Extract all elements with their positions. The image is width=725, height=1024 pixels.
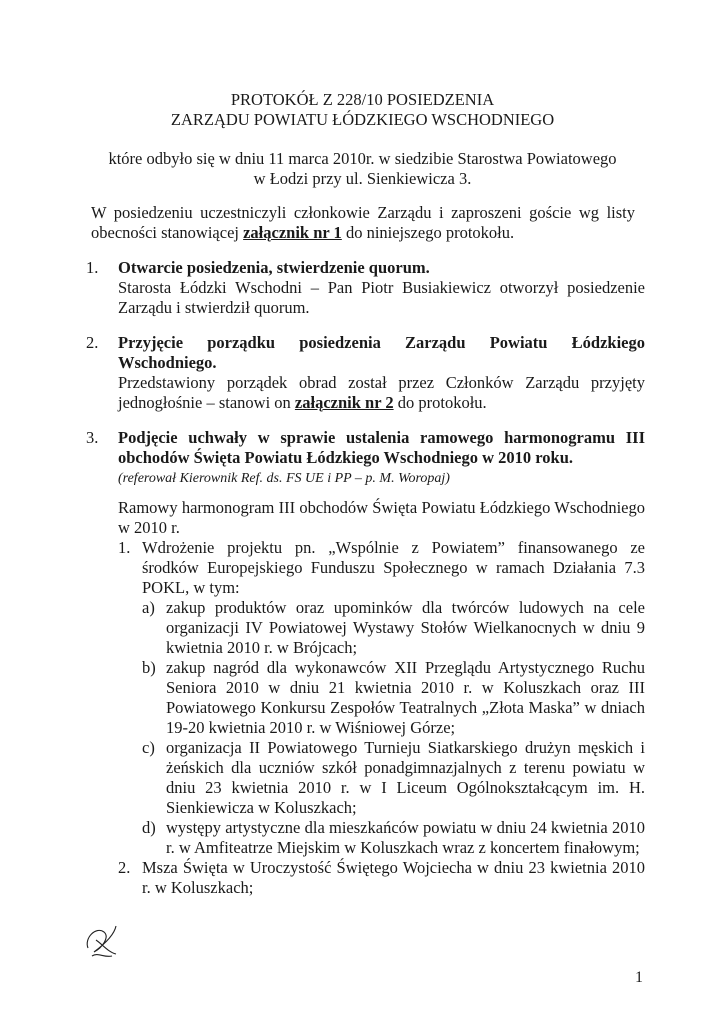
- page-number: 1: [635, 969, 643, 986]
- agenda-item-3: [86, 428, 645, 898]
- subpoint-text: organizacja II Powiatowego Turnieju Siatkarskiego drużyn męskich i żeńskich dla uczniów szkół ponadgimnazjalnych z terenu powiatu w dniu 23 kwietnia 2010 r. w I Liceum Ogólnokształcącym im. H. Sienkiewicza w Koluszkach;: [166, 738, 645, 817]
- schedule-point-2: [118, 858, 645, 898]
- intro-paragraph: [91, 203, 635, 243]
- subpoint-text: zakup nagród dla wykonawców XII Przeglądu Artystycznego Ruchu Seniora 2010 w dniu 21 kwietnia 2010 r. w Koluszkach oraz III Powiatowego Konkursu Zespołów Teatralnych „Złota Maska” w dniach 19-20 kwietnia 2010 r. w Wiśniowej Górze;: [166, 658, 645, 737]
- point-number: 1.: [118, 538, 131, 557]
- meeting-line-2: w Łodzi przy ul. Sienkiewicza 3.: [253, 169, 472, 188]
- item-text-start: Przedstawiony porządek obrad został przez Członków Zarządu przyjęty jednogłośnie – stanowi on: [118, 373, 645, 412]
- schedule-point-1: [118, 538, 645, 858]
- signature-initials: [82, 918, 122, 962]
- document-title: [90, 90, 635, 130]
- subpoint-letter: d): [142, 818, 156, 837]
- item-text: [118, 373, 645, 413]
- attachment-1-ref: załącznik nr 1: [243, 223, 342, 242]
- subpoint-letter: b): [142, 658, 156, 677]
- point-text: Msza Święta w Uroczystość Świętego Wojciecha w dniu 23 kwietnia 2010 r. w Koluszkach;: [142, 858, 645, 897]
- subpoint-letter: c): [142, 738, 155, 757]
- agenda-item-1: [86, 258, 645, 318]
- subpoint-letter: a): [142, 598, 155, 617]
- title-line-1: PROTOKÓŁ Z 228/10 POSIEDZENIA: [230, 90, 495, 109]
- item-text-end: do protokołu.: [393, 393, 487, 412]
- title-line-2: ZARZĄDU POWIATU ŁÓDZKIEGO WSCHODNIEGO: [170, 110, 555, 129]
- subpoint-text: zakup produktów oraz upominków dla twórców ludowych na cele organizacji IV Powiatowej Wystawy Stołów Wielkanocnych w dniu 9 kwietnia 2010 r. w Brójcach;: [166, 598, 645, 657]
- item-text: Starosta Łódzki Wschodni – Pan Piotr Busiakiewicz otworzył posiedzenie Zarządu i stwierdził quorum.: [118, 278, 645, 317]
- subpoint-b: [142, 658, 645, 738]
- referee-note: (referował Kierownik Ref. ds. FS UE i PP – p. M. Woropaj): [118, 471, 450, 486]
- point-number: 2.: [118, 858, 131, 877]
- item-heading: Podjęcie uchwały w sprawie ustalenia ramowego harmonogramu III obchodów Święta Powiatu Łódzkiego Wschodniego w 2010 roku.: [118, 428, 645, 467]
- intro-text: W posiedzeniu uczestniczyli członkowie Zarządu i zaproszeni goście wg listy obecności stanowiącej: [91, 203, 635, 242]
- item-heading: Przyjęcie porządku posiedzenia Zarządu Powiatu Łódzkiego Wschodniego.: [118, 333, 645, 372]
- subpoint-text: występy artystyczne dla mieszkańców powiatu w dniu 24 kwietnia 2010 r. w Amfiteatrze Miejskim w Koluszkach wraz z koncertem finałowym;: [166, 818, 645, 857]
- item-number: 3.: [86, 428, 99, 447]
- agenda-item-2: [86, 333, 645, 413]
- item-number: 2.: [86, 333, 99, 352]
- attachment-2-ref: załącznik nr 2: [294, 393, 394, 412]
- item-number: 1.: [86, 258, 99, 277]
- subpoint-c: [142, 738, 645, 818]
- meeting-info: [90, 149, 635, 189]
- subpoint-d: [142, 818, 645, 858]
- subpoint-a: [142, 598, 645, 658]
- meeting-line-1: które odbyło się w dniu 11 marca 2010r. w siedzibie Starostwa Powiatowego: [108, 149, 617, 168]
- point-text: Wdrożenie projektu pn. „Wspólnie z Powiatem” finansowanego ze środków Europejskiego Funduszu Społecznego w ramach Działania 7.3 POKL, w tym:: [142, 538, 645, 597]
- item-heading: Otwarcie posiedzenia, stwierdzenie quorum.: [118, 258, 430, 277]
- schedule-title: Ramowy harmonogram III obchodów Święta Powiatu Łódzkiego Wschodniego w 2010 r.: [118, 498, 645, 537]
- intro-text-end: do niniejszego protokołu.: [341, 223, 515, 242]
